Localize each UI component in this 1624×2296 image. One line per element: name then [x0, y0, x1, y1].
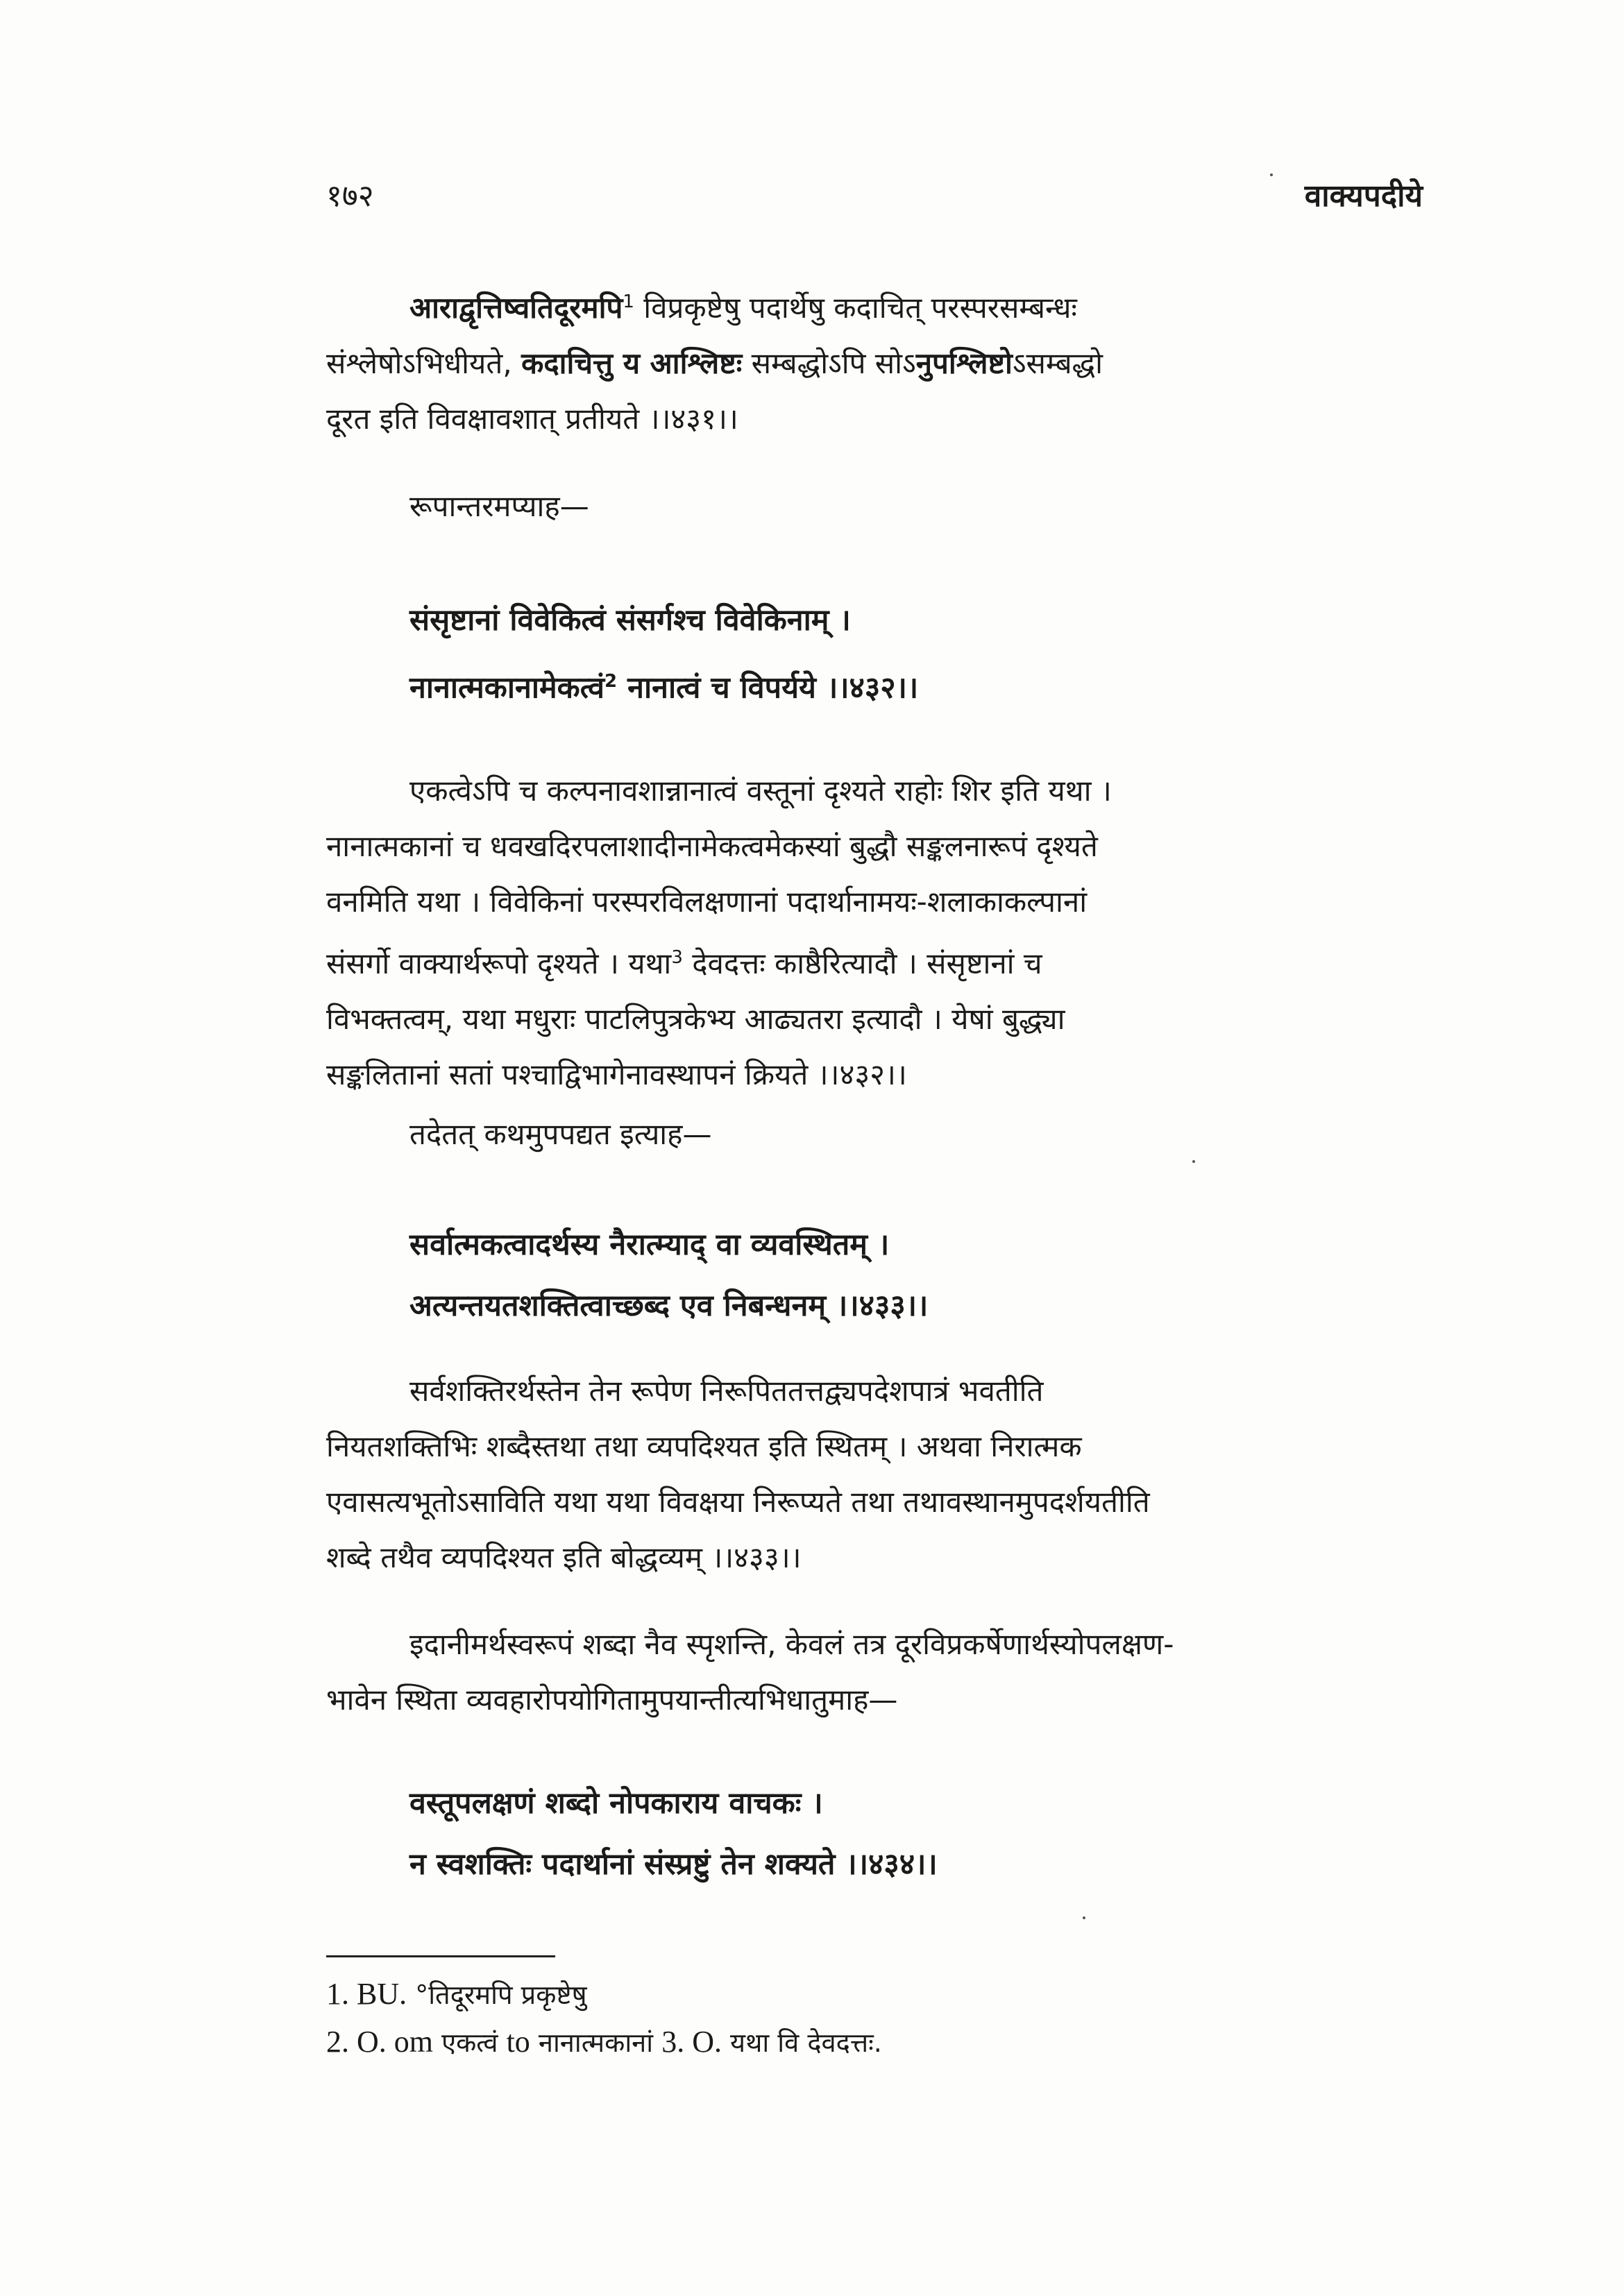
footnote-number: 1. — [326, 1977, 357, 2011]
verse-434 — [326, 1773, 1423, 1895]
footnotes — [326, 1971, 1423, 2066]
page-header — [326, 173, 1423, 229]
footnote-marker: 3 — [671, 947, 683, 968]
verse-line: सर्वात्मकत्वादर्थस्य नैरात्म्याद् वा व्यवस्थितम् । — [409, 1227, 890, 1262]
footnote-2-3 — [326, 2018, 1423, 2066]
text-line: वनमिति यथा । विवेकिनां परस्परविलक्षणानां पदार्थानामयः-शलाकाकल्पानां — [326, 885, 1088, 919]
intro-433 — [326, 1107, 1423, 1162]
text-span: नानात्वं च विपर्यये ।।४३२।। — [617, 670, 919, 706]
commentary-paragraph-433 — [326, 1363, 1423, 1585]
text-span: देवदत्तः काष्ठैरित्यादौ । संसृष्टानां च — [682, 946, 1042, 980]
text-line: एवासत्यभूतोऽसाविति यथा यथा विवक्षया निरूप्यते तथा तथावस्थानमुपदर्शयतीति — [326, 1485, 1150, 1519]
text-line: इदानीमर्थस्वरूपं शब्दा नैव स्पृशन्ति, केवलं तत्र दूरविप्रकर्षेणार्थस्योपलक्षण- — [409, 1627, 1174, 1661]
scan-speck — [1192, 1160, 1195, 1163]
scan-speck — [1270, 173, 1273, 176]
verse-433 — [326, 1214, 1423, 1336]
text-line — [326, 274, 1423, 336]
text-line — [326, 930, 1423, 992]
text-span: संश्लेषोऽभिधीयते, — [326, 346, 522, 380]
footnote-text: एकत्वं — [433, 2027, 507, 2058]
verse-line: अत्यन्तयतशक्तित्वाच्छब्द एव निबन्धनम् ।।४३३।। — [409, 1289, 929, 1323]
footnote-text: यथा वि देवदत्तः. — [721, 2027, 882, 2058]
text-line: शब्दे तथैव व्यपदिश्यत इति बोद्धव्यम् ।।४३३।। — [326, 1540, 802, 1574]
text-line: रूपान्तरमप्याह— — [409, 489, 589, 523]
verse-432 — [326, 590, 1423, 718]
verse-line: न स्वशक्तिः पदार्थानां संस्प्रष्टुं तेन शक्यते ।।४३४।। — [409, 1847, 938, 1882]
footnote-marker: 1 — [623, 291, 634, 312]
text-line: नियतशक्तिभिः शब्दैस्तथा तथा व्यपदिश्यत इति स्थितम् । अथवा निरात्मक — [326, 1429, 1082, 1463]
footnote-number: 2. — [326, 2025, 357, 2059]
text-span: नानात्मकानामेकत्वं — [409, 670, 605, 706]
footnote-marker: 2 — [604, 671, 618, 692]
text-span: सम्बद्धोऽपि सोऽ — [742, 346, 916, 380]
text-line — [326, 336, 1423, 391]
running-head: वाक्यपदीये — [1304, 178, 1423, 214]
scan-speck — [1083, 1916, 1085, 1919]
verse-line: संसृष्टानां विवेकित्वं संसर्गश्च विवेकिनाम् । — [409, 603, 851, 638]
footnote-text: to — [506, 2025, 530, 2059]
text-span: विप्रकृष्टेषु पदार्थेषु कदाचित् परस्परसम्बन्धः — [634, 291, 1077, 325]
footnote-source: O. — [692, 2025, 722, 2059]
text-line: सर्वशक्तिरर्थस्तेन तेन रूपेण निरूपिततत्तद्व्यपदेशपात्रं भवतीति — [409, 1374, 1044, 1408]
text-line: एकत्वेऽपि च कल्पनावशान्नानात्वं वस्तूनां दृश्यते राहोः शिर इति यथा । — [409, 774, 1112, 808]
text-span: ऽसम्बद्धो — [1012, 346, 1103, 380]
footnote-text: नानात्मकानां — [530, 2027, 662, 2058]
verse-line: वस्तूपलक्षणं शब्दो नोपकाराय वाचकः । — [409, 1786, 823, 1821]
text-line: भावेन स्थिता व्यवहारोपयोगितामुपयान्तीत्यभिधातुमाह— — [326, 1683, 898, 1717]
text-line: दूरत इति विवक्षावशात् प्रतीयते ।।४३१।। — [326, 402, 738, 436]
lemma-text: नुपश्लिष्टो — [915, 346, 1013, 380]
text-line: तदेतत् कथमुपपद्यत इत्याह— — [409, 1117, 712, 1151]
footnote-text: °तिदूरमपि प्रकृष्टेषु — [407, 1980, 587, 2010]
intro-432 — [326, 479, 1423, 534]
text-line: नानात्मकानां च धवखदिरपलाशादीनामेकत्वमेकस्यां बुद्धौ सङ्कलनारूपं दृश्यते — [326, 829, 1098, 863]
text-line: सङ्कलितानां सतां पश्चाद्विभागेनावस्थापनं क्रियते ।।४३२।। — [326, 1057, 907, 1091]
footnote-divider — [326, 1955, 555, 1957]
intro-434 — [326, 1617, 1423, 1728]
footnote-source: O. om — [357, 2025, 433, 2059]
footnote-source: BU. — [357, 1977, 407, 2011]
commentary-paragraph-432 — [326, 763, 1423, 1103]
text-span: संसर्गो वाक्यार्थरूपो दृश्यते । यथा — [326, 946, 672, 980]
footnote-number: 3. — [661, 2025, 693, 2059]
verse-line — [326, 651, 1423, 718]
text-line: विभक्तत्वम्, यथा मधुराः पाटलिपुत्रकेभ्य आढ्यतरा इत्यादौ । येषां बुद्ध्या — [326, 1002, 1065, 1036]
lemma-text: आराद्वृत्तिष्वतिदूरमपि — [409, 291, 623, 325]
commentary-paragraph-431 — [326, 274, 1423, 447]
lemma-text: कदाचित्तु य आश्लिष्टः — [521, 346, 743, 380]
page-number: १७२ — [326, 178, 374, 214]
footnote-1 — [326, 1971, 1423, 2018]
